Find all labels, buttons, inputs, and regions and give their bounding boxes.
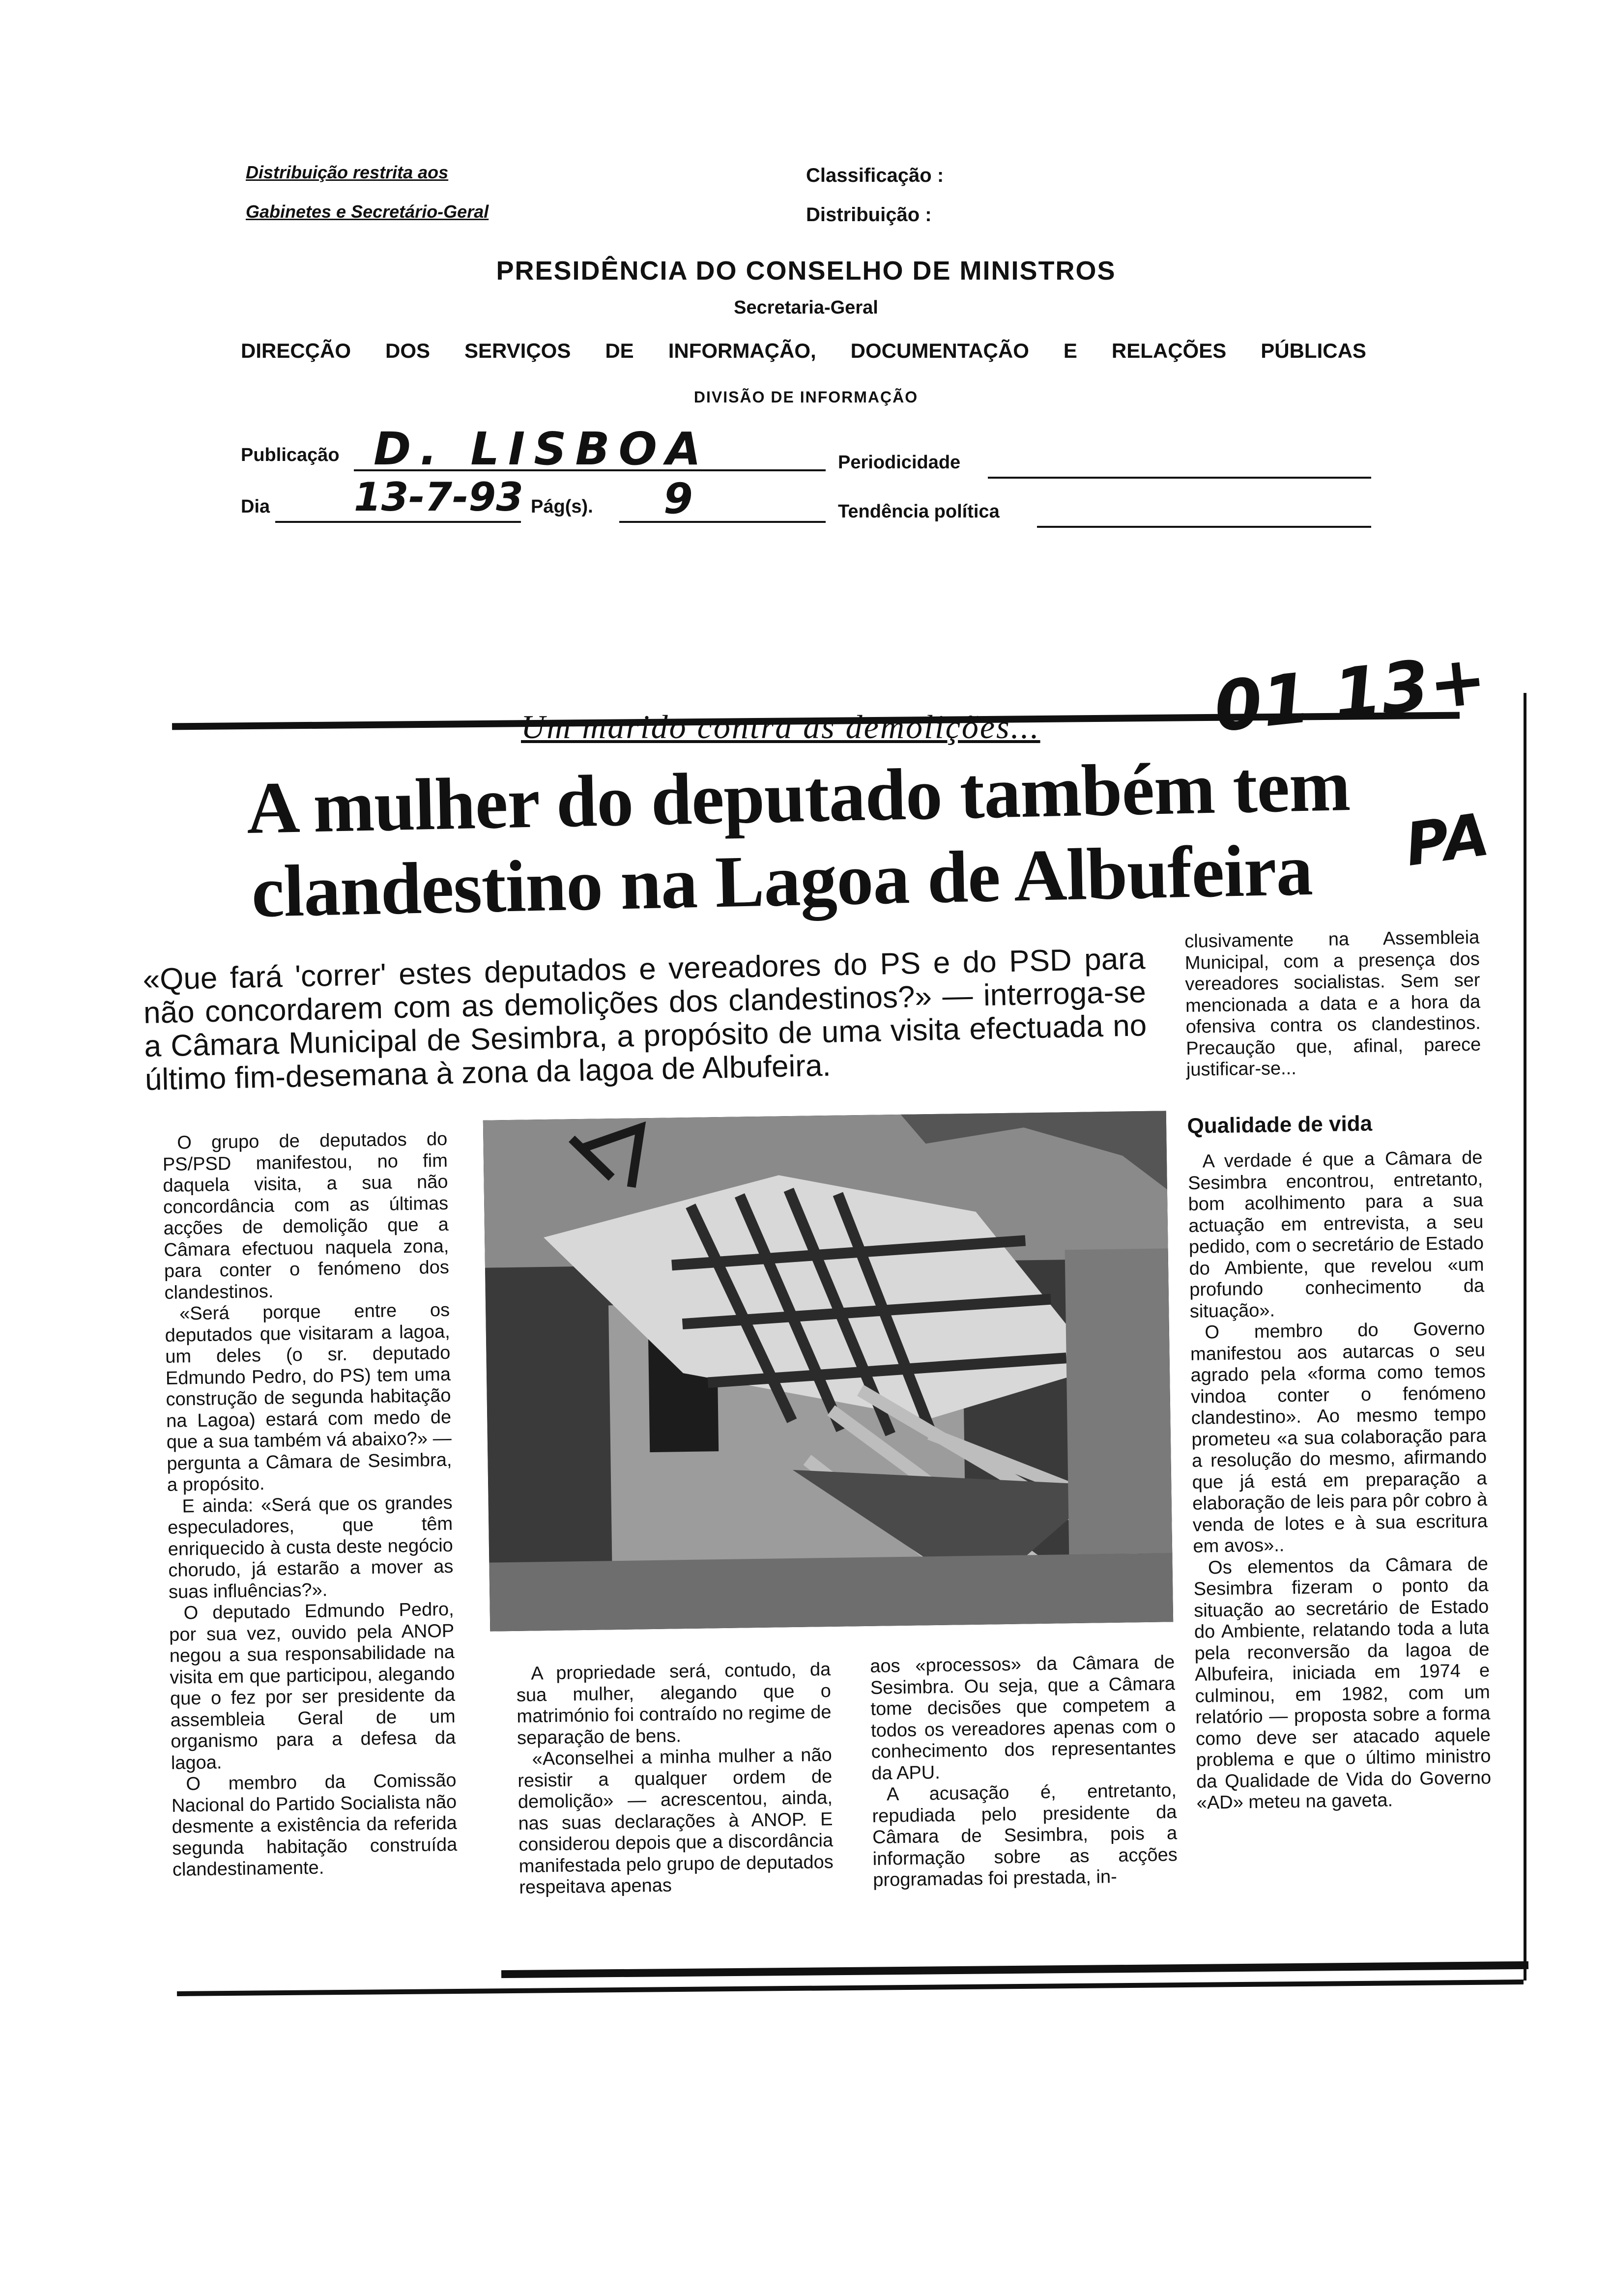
distribuicao-label: Distribuição :	[806, 204, 932, 226]
dia-label: Dia	[241, 496, 270, 517]
pags-label: Pág(s).	[531, 496, 593, 517]
handwritten-annotation-top: 01 13+	[1210, 639, 1491, 748]
periodicidade-line	[988, 477, 1371, 479]
article-right-border	[1524, 693, 1526, 1980]
direccao-word: E	[1063, 339, 1077, 362]
headline-line1: A mulher do deputado também tem	[246, 744, 1351, 849]
article-bottom-rule	[501, 1961, 1528, 1978]
pags-line	[619, 521, 826, 523]
article-column-4	[1184, 927, 1492, 1814]
direccao-word: DOS	[385, 339, 431, 362]
article-lead: «Que fará 'correr' estes deputados e vereadores do PS e do PSD para não concordarem com as demolições dos clandestinos?» — interroga-se a Câmara Municipal de Sesimbra, a propósito de uma visita efectuada no último fim-desemana à zona da lagoa de Albufeira.	[142, 942, 1147, 1097]
tendencia-line	[1037, 526, 1371, 528]
tendencia-label: Tendência política	[838, 501, 1000, 522]
direccao-word: DE	[605, 339, 634, 362]
publicacao-value: D. LISBOA	[374, 423, 710, 475]
direccao-word: SERVIÇOS	[464, 339, 571, 362]
demolished-house-image	[483, 1111, 1173, 1631]
secretaria-title: Secretaria-Geral	[734, 297, 878, 318]
dia-line	[275, 521, 521, 523]
classificacao-label: Classificação :	[806, 165, 944, 186]
article-column-1	[162, 1129, 458, 1881]
paragraph: O deputado Edmundo Pedro, por sua vez, ouvido pela ANOP negou a sua responsabilidade na visita em que participou, alegando que o fez por ser presidente da assembleia Geral de um organismo para a defesa da lagoa.	[169, 1599, 456, 1774]
direccao-title	[241, 339, 1366, 363]
paragraph: A acusação é, entretanto, repudiada pelo presidente da Câmara de Sesimbra, pois a informação sobre as acções programadas foi prestada, in-	[872, 1780, 1178, 1891]
handwritten-annotation-side: PA	[1401, 800, 1494, 880]
paragraph: O grupo de deputados do PS/PSD manifestou, no fim daquela visita, a sua não concordância com as últimas acções de demolição que a Câmara efectuou naquela zona, para conter o fenómeno dos clandestinos.	[162, 1128, 450, 1303]
paragraph: A verdade é que a Câmara de Sesimbra encontrou, entretanto, bom acolhimento para a sua actuação em entrevista, a seu pedido, com o secretário de Estado do Ambiente, que revelou «um profundo conhecimento da situação».	[1187, 1147, 1485, 1322]
direccao-word: INFORMAÇÃO,	[668, 339, 816, 362]
paragraph: «Será porque entre os deputados que visitaram a lagoa, um deles (o sr. deputado Edmundo Pedro, do PS) tem uma construção de segunda habitação na Lagoa) estará com medo de que a sua também vá abaixo?» — pergunta a Câmara de Sesimbra, a propósito.	[165, 1299, 452, 1495]
article-bottom-rule-2	[177, 1980, 1524, 1996]
headline-line2: clandestino na Lagoa de Albufeira	[251, 829, 1313, 933]
restricted-note-line2: Gabinetes e Secretário-Geral	[246, 201, 489, 222]
article-column-2	[516, 1659, 834, 1898]
paragraph: Os elementos da Câmara de Sesimbra fizeram o ponto da situação ao secretário de Estado do Ambiente, relatando toda a luta pela reconversão da lagoa de Albufeira, iniciada em 1974 e culminou, em 1982, com um relatório — proposta sobre a forma como deve ser atacado aquele problema e que o último ministro da Qualidade de Vida do Governo «AD» meteu na gaveta.	[1193, 1553, 1492, 1813]
restricted-note-line1: Distribuição restrita aos	[246, 162, 449, 182]
article-photo	[483, 1111, 1173, 1631]
direccao-word: DIRECÇÃO	[241, 339, 351, 362]
dia-value: 13-7-93	[354, 474, 523, 520]
direccao-word: RELAÇÕES	[1111, 339, 1227, 362]
subhead-qualidade: Qualidade de vida	[1187, 1111, 1373, 1138]
direccao-word: PÚBLICAS	[1261, 339, 1366, 362]
periodicidade-label: Periodicidade	[838, 452, 961, 473]
article-kicker: Um marido contra as demolições...	[521, 708, 1040, 746]
paragraph: O membro da Comissão Nacional do Partido Socialista não desmente a existência da referida segunda habitação construída clandestinamente.	[171, 1770, 458, 1880]
paragraph: A propriedade será, contudo, da sua mulher, alegando que o matrimónio foi contraído no regime de separação de bens.	[516, 1659, 832, 1749]
publicacao-label: Publicação	[241, 445, 340, 465]
paragraph: O membro do Governo manifestou aos autarcas o seu agrado pela «forma como temos vindoa conter o fenómeno clandestino». Ao mesmo tempo prometeu «a sua colaboração para a resolução do mesmo, afirmando que já está em preparação a elaboração de leis para pôr cobro à venda de lotes e à sua escritura em avos»..	[1190, 1318, 1488, 1557]
divisao-title: DIVISÃO DE INFORMAÇÃO	[693, 388, 919, 406]
article-column-3	[870, 1652, 1178, 1891]
presidency-title: PRESIDÊNCIA DO CONSELHO DE MINISTROS	[496, 256, 1116, 286]
paragraph: «Aconselhei a minha mulher a não resistir a qualquer ordem de demolição» — acrescentou, ainda, nas suas declarações à ANOP. E considerou depois que a discordância manifestada pelo grupo de deputados respeitava apenas	[518, 1745, 834, 1898]
paragraph: aos «processos» da Câmara de Sesimbra. Ou seja, que a Câmara tome decisões que competem a todos os vereadores apenas com o conhecimento dos representantes da APU.	[870, 1652, 1176, 1784]
paragraph: E ainda: «Será que os grandes especuladores, que têm enriquecido à custa deste negócio chorudo, já estarão a mover as suas influências?».	[167, 1492, 454, 1603]
paragraph: clusivamente na Assembleia Municipal, com a presença dos vereadores socialistas. Sem ser mencionada a data e a hora da ofensiva contra os clandestinos. Precaução que, afinal, parece justificar-se...	[1184, 927, 1481, 1080]
pags-value: 9	[663, 474, 693, 523]
direccao-word: DOCUMENTAÇÃO	[850, 339, 1029, 362]
